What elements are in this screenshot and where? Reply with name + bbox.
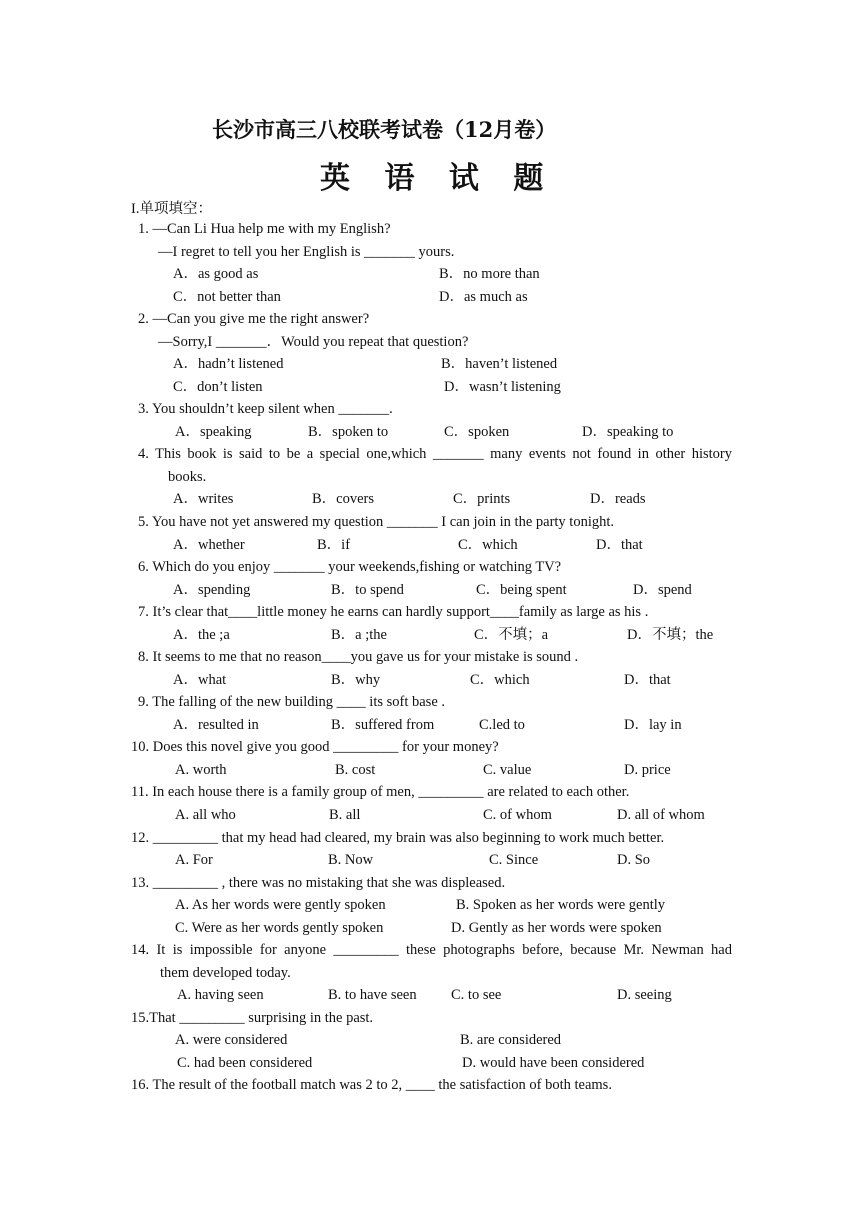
question-4-option-d: D．reads xyxy=(590,491,646,507)
question-13-option-d: D. Gently as her words were spoken xyxy=(451,920,662,936)
question-13-stem: 13. _________ , there was no mistaking that she was displeased. xyxy=(131,875,506,891)
question-11-stem: 11. In each house there is a family group of men, _________ are related to each other. xyxy=(131,784,630,800)
question-11-option-a: A. all who xyxy=(175,807,236,823)
question-13-option-c: C. Were as her words gently spoken xyxy=(175,920,384,936)
question-13-option-a: A. As her words were gently spoken xyxy=(175,897,386,913)
question-11-option-d: D. all of whom xyxy=(617,807,705,823)
question-9-option-a: A．resulted in xyxy=(173,717,259,733)
page-title: 长沙市高三八校联考试卷（12月卷） xyxy=(212,117,557,142)
question-3-option-a: A．speaking xyxy=(175,424,252,440)
question-1-reply: —I regret to tell you her English is _______ yours. xyxy=(158,244,455,260)
question-15-option-c: C. had been considered xyxy=(177,1055,313,1071)
question-5-option-b: B．if xyxy=(317,537,351,553)
question-4-option-a: A．writes xyxy=(173,491,234,507)
question-13-option-b: B. Spoken as her words were gently xyxy=(456,897,665,913)
question-5-option-c: C．which xyxy=(458,537,518,553)
question-5-option-d: D．that xyxy=(596,537,643,553)
question-7-option-b: B．a ;the xyxy=(331,627,387,643)
question-1-option-c: C．not better than xyxy=(173,289,281,305)
question-2-option-a: A．hadn’t listened xyxy=(173,356,284,372)
question-7-option-d: D．不填；the xyxy=(627,627,714,643)
question-11-option-b: B. all xyxy=(329,807,361,823)
question-15-option-a: A. were considered xyxy=(175,1032,288,1048)
question-10-option-b: B. cost xyxy=(335,762,376,778)
question-11-option-c: C. of whom xyxy=(483,807,552,823)
question-15-option-d: D. would have been considered xyxy=(462,1055,645,1071)
question-2-option-d: D．wasn’t listening xyxy=(444,379,561,395)
question-14-option-b: B. to have seen xyxy=(328,987,417,1003)
page-subtitle: 英 语 试 题 xyxy=(320,161,556,196)
question-14-option-d: D. seeing xyxy=(617,987,672,1003)
question-6-option-a: A．spending xyxy=(173,582,251,598)
question-1-option-b: B．no more than xyxy=(439,266,540,282)
question-7-stem: 7. It’s clear that____little money he earns can hardly support____family as large as his . xyxy=(138,604,649,620)
question-1-stem: 1. —Can Li Hua help me with my English? xyxy=(138,221,391,237)
question-8-option-d: D．that xyxy=(624,672,671,688)
question-1-option-a: A．as good as xyxy=(173,266,259,282)
question-15-stem: 15.That _________ surprising in the past. xyxy=(131,1010,374,1026)
question-9-option-c: C.led to xyxy=(479,717,525,733)
question-4-stem: 4. This book is said to be a special one,which _______ many events not found in other history xyxy=(138,446,732,462)
question-10-option-a: A. worth xyxy=(175,762,227,778)
question-9-stem: 9. The falling of the new building ____ its soft base . xyxy=(138,694,446,710)
question-3-option-d: D．speaking to xyxy=(582,424,674,440)
question-9-option-d: D．lay in xyxy=(624,717,682,733)
question-8-stem: 8. It seems to me that no reason____you gave us for your mistake is sound . xyxy=(138,649,579,665)
question-14-stem-continued: them developed today. xyxy=(160,965,291,981)
question-14-option-c: C. to see xyxy=(451,987,502,1003)
question-3-option-b: B．spoken to xyxy=(308,424,389,440)
section-label: I.单项填空： xyxy=(131,201,212,217)
question-12-stem: 12. _________ that my head had cleared, my brain was also beginning to work much better. xyxy=(131,830,665,846)
question-3-stem: 3. You shouldn’t keep silent when _______. xyxy=(138,401,393,417)
question-6-option-c: C．being spent xyxy=(476,582,567,598)
question-7-option-c: C．不填；a xyxy=(474,627,549,643)
question-1-option-d: D．as much as xyxy=(439,289,528,305)
question-2-reply: —Sorry,I _______．Would you repeat that question? xyxy=(158,334,469,350)
question-8-option-b: B．why xyxy=(331,672,381,688)
question-12-option-d: D. So xyxy=(617,852,651,868)
question-12-option-b: B. Now xyxy=(328,852,374,868)
question-10-option-d: D. price xyxy=(624,762,671,778)
question-2-stem: 2. —Can you give me the right answer? xyxy=(138,311,370,327)
question-9-option-b: B．suffered from xyxy=(331,717,435,733)
question-6-stem: 6. Which do you enjoy _______ your weekends,fishing or watching TV? xyxy=(138,559,562,575)
question-10-stem: 10. Does this novel give you good _________ for your money? xyxy=(131,739,499,755)
question-14-stem: 14. It is impossible for anyone _________ these photographs before, because Mr. Newman had xyxy=(131,942,732,958)
question-2-option-c: C．don’t listen xyxy=(173,379,263,395)
question-15-option-b: B. are considered xyxy=(460,1032,562,1048)
question-8-option-a: A．what xyxy=(173,672,227,688)
question-6-option-b: B．to spend xyxy=(331,582,404,598)
question-4-option-c: C．prints xyxy=(453,491,511,507)
question-3-option-c: C．spoken xyxy=(444,424,510,440)
question-4-stem-continued: books. xyxy=(168,469,207,485)
question-8-option-c: C．which xyxy=(470,672,530,688)
question-12-option-a: A. For xyxy=(175,852,213,868)
question-16-stem: 16. The result of the football match was 2 to 2, ____ the satisfaction of both teams. xyxy=(131,1077,612,1093)
question-12-option-c: C. Since xyxy=(489,852,539,868)
question-10-option-c: C. value xyxy=(483,762,532,778)
question-4-option-b: B．covers xyxy=(312,491,375,507)
question-14-option-a: A. having seen xyxy=(177,987,264,1003)
question-7-option-a: A．the ;a xyxy=(173,627,230,643)
question-5-stem: 5. You have not yet answered my question _______ I can join in the party tonight. xyxy=(138,514,615,530)
question-6-option-d: D．spend xyxy=(633,582,692,598)
question-2-option-b: B．haven’t listened xyxy=(441,356,558,372)
question-5-option-a: A．whether xyxy=(173,537,245,553)
